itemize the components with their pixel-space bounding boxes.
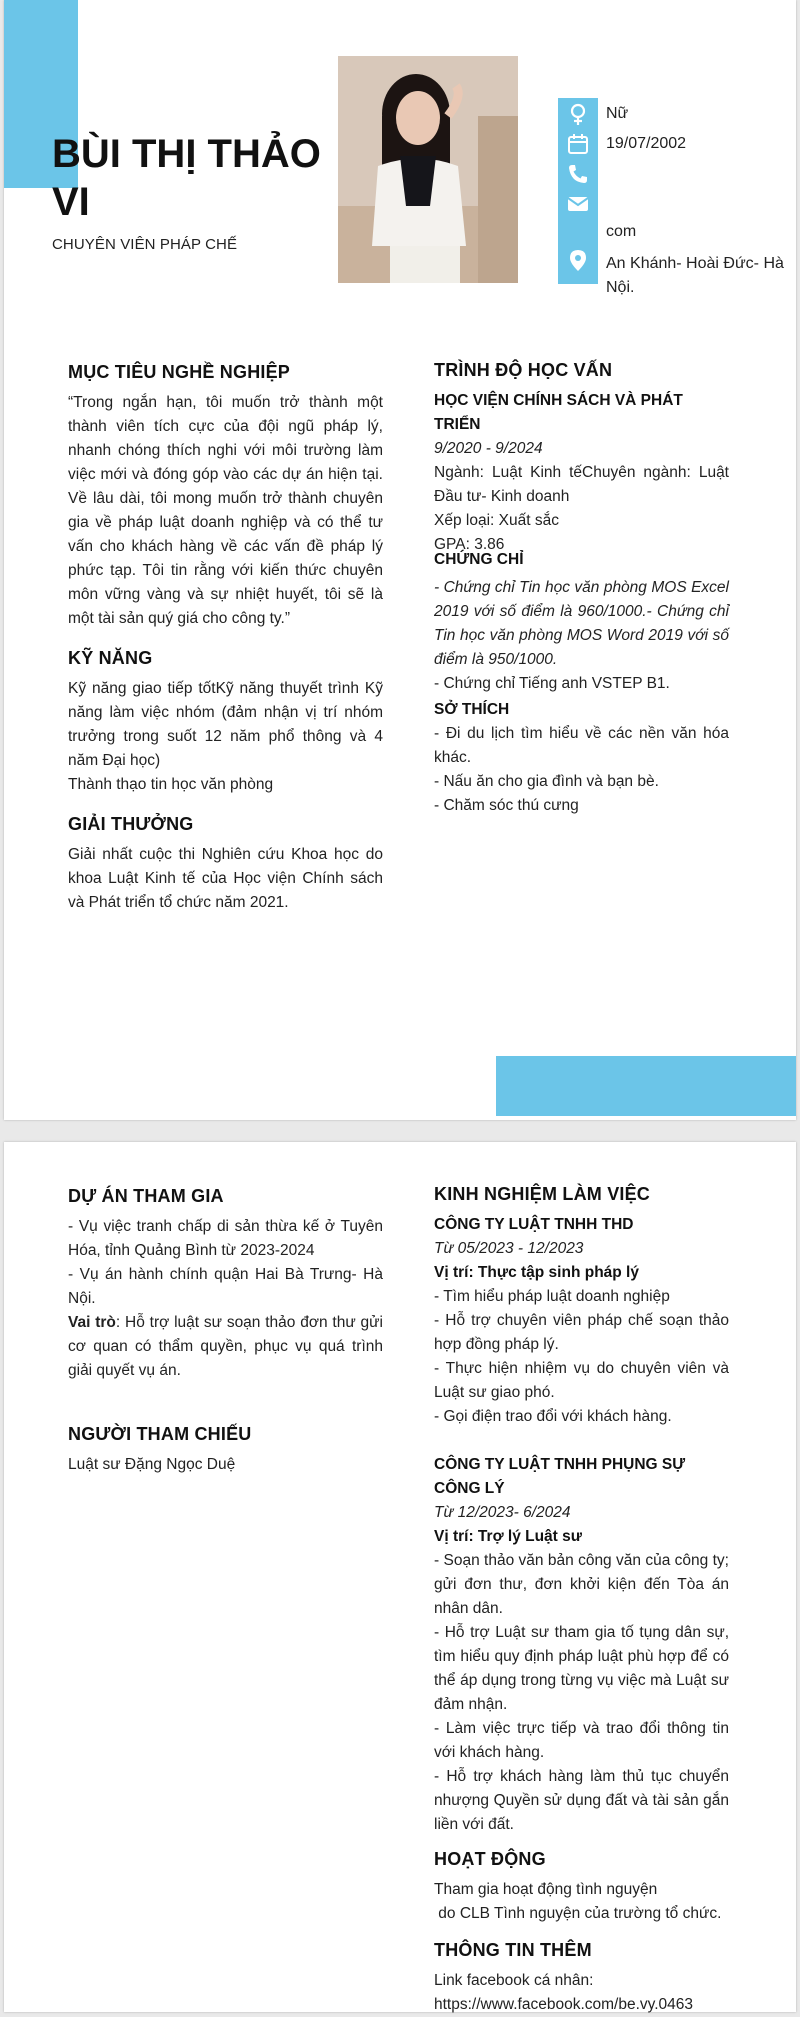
skills-title: KỸ NĂNG xyxy=(68,648,153,668)
project-role xyxy=(68,1311,383,1383)
hobbies-title: SỞ THÍCH xyxy=(434,701,510,718)
cv-page-2 xyxy=(4,1142,796,2012)
certificates-title: CHỨNG CHỈ xyxy=(434,551,524,568)
contact-dob: 19/07/2002 xyxy=(606,135,687,152)
phone-icon xyxy=(566,162,590,186)
education-rank: Xếp loại: Xuất sắc xyxy=(434,512,559,529)
objective-section xyxy=(68,362,383,631)
skill-item: Kỹ năng giao tiếp tốtKỹ năng thuyết trình Kỹ năng làm việc nhóm (đảm nhận vị trí nhóm trưởng trong suốt 12 năm phổ thông và 4 năm Đại học) xyxy=(68,680,383,769)
education-period: 9/2020 - 9/2024 xyxy=(434,440,543,457)
contact-address: An Khánh- Hoài Đức- Hà Nội. xyxy=(606,255,784,296)
objective-text: “Trong ngắn hạn, tôi muốn trở thành một thành viên tích cực của đội ngũ pháp lý, nhanh chóng thích nghi với môi trường làm việc mới và đóng góp vào các dự án hiện tại. Về lâu dài, tôi mong muốn trở thành chuyên gia về pháp luật doanh nghiệp và có thể tư vấn cho khách hàng về các vấn đề pháp lý phức tạp. Tôi tin rằng với kiến thức chuyên môn vững vàng và sự nhiệt huyết, tôi sẽ là một tài sản quý giá cho công ty.” xyxy=(68,394,383,627)
job-position: Vị trí: Trợ lý Luật sư xyxy=(434,1528,582,1545)
more-info-title: THÔNG TIN THÊM xyxy=(434,1940,592,1960)
job-title: CHUYÊN VIÊN PHÁP CHẾ xyxy=(52,236,238,253)
job-task: - Thực hiện nhiệm vụ do chuyên viên và Luật sư giao phó. xyxy=(434,1360,729,1401)
job-task: - Hỗ trợ Luật sư tham gia tố tụng dân sự, tìm hiểu quy định pháp luật phù hợp để có thể áp dụng trong từng vụ việc mà Luật sư đảm nhận. xyxy=(434,1624,729,1713)
certificates-mos: - Chứng chỉ Tin học văn phòng MOS Excel 2019 với số điểm là 960/1000.- Chứng chỉ Tin học văn phòng MOS Word 2019 với số điểm là 950/1000. xyxy=(434,579,729,668)
project-item: - Vụ việc tranh chấp di sản thừa kế ở Tuyên Hóa, tỉnh Quảng Bình từ 2023-2024 xyxy=(68,1218,383,1259)
job-period: Từ 05/2023 - 12/2023 xyxy=(434,1240,584,1257)
references-title: NGƯỜI THAM CHIẾU xyxy=(68,1424,252,1444)
activities-title: HOẠT ĐỘNG xyxy=(434,1849,546,1869)
reference-name: Luật sư Đặng Ngọc Duệ xyxy=(68,1456,236,1473)
objective-title: MỤC TIÊU NGHỀ NGHIỆP xyxy=(68,362,291,382)
certificates-english: - Chứng chỉ Tiếng anh VSTEP B1. xyxy=(434,675,670,692)
calendar-icon xyxy=(566,132,590,156)
job-task: - Soạn thảo văn bản công văn của công ty; gửi đơn thư, đơn khởi kiện đến Tòa án nhân dân. xyxy=(434,1552,729,1617)
job-task: - Hỗ trợ khách hàng làm thủ tục chuyển nhượng Quyền sử dụng đất và tài sản gắn liền với đất. xyxy=(434,1768,729,1833)
job-task: - Làm việc trực tiếp và trao đổi thông tin với khách hàng. xyxy=(434,1720,729,1761)
project-role-label: Vai trò xyxy=(68,1314,116,1331)
facebook-label: Link facebook cá nhân: xyxy=(434,1972,594,1989)
location-icon xyxy=(566,248,590,272)
job-period: Từ 12/2023- 6/2024 xyxy=(434,1504,571,1521)
education-title: TRÌNH ĐỘ HỌC VẤN xyxy=(434,360,613,380)
certificates-section xyxy=(434,548,729,818)
job-position: Vị trí: Thực tập sinh pháp lý xyxy=(434,1264,639,1281)
experience-title: KINH NGHIỆM LÀM VIỆC xyxy=(434,1184,651,1204)
project-role-text: : Hỗ trợ luật sư soạn thảo đơn thư gửi cơ quan có thẩm quyền, phục vụ quá trình giải quyết vụ án. xyxy=(68,1314,383,1379)
hobby-item: - Nấu ăn cho gia đình và bạn bè. xyxy=(434,773,659,790)
projects-title: DỰ ÁN THAM GIA xyxy=(68,1186,224,1206)
skills-section xyxy=(68,648,383,797)
contact-email: com xyxy=(606,223,637,240)
hobby-item: - Chăm sóc thú cưng xyxy=(434,797,579,814)
job-task: - Hỗ trợ chuyên viên pháp chế soạn thảo hợp đồng pháp lý. xyxy=(434,1312,729,1353)
projects-section xyxy=(68,1186,383,1383)
contact-icon-bar xyxy=(558,98,598,284)
hobby-item: - Đi du lịch tìm hiểu về các nền văn hóa khác. xyxy=(434,725,729,766)
education-gpa: GPA: 3.86 xyxy=(434,536,505,553)
gender-icon xyxy=(566,102,590,126)
profile-photo xyxy=(338,56,518,283)
awards-title: GIẢI THƯỞNG xyxy=(68,814,194,834)
email-icon xyxy=(566,192,590,216)
cv-page-1 xyxy=(4,0,796,1120)
project-item: - Vụ án hành chính quận Hai Bà Trưng- Hà Nội. xyxy=(68,1266,383,1307)
facebook-link[interactable]: https://www.facebook.com/be.vy.0463 xyxy=(434,1996,694,2013)
awards-text: Giải nhất cuộc thi Nghiên cứu Khoa học do khoa Luật Kinh tế của Học viện Chính sách và Phát triển tổ chức năm 2021. xyxy=(68,846,383,911)
job-company: CÔNG TY LUẬT TNHH THD xyxy=(434,1216,634,1233)
activity-line: Tham gia hoạt động tình nguyện xyxy=(434,1881,658,1898)
awards-section xyxy=(68,814,383,915)
school-name: HỌC VIỆN CHÍNH SÁCH VÀ PHÁT TRIỂN xyxy=(434,392,683,433)
contact-gender: Nữ xyxy=(606,105,629,122)
education-major: Ngành: Luật Kinh tếChuyên ngành: Luật Đầu tư- Kinh doanh xyxy=(434,464,729,505)
job-task: - Gọi điện trao đổi với khách hàng. xyxy=(434,1408,672,1425)
candidate-name: BÙI THỊ THẢO VI xyxy=(52,132,321,224)
accent-block-bottom xyxy=(496,1056,796,1116)
references-section xyxy=(68,1424,383,1477)
skill-item: Thành thạo tin học văn phòng xyxy=(68,776,274,793)
job-company: CÔNG TY LUẬT TNHH PHỤNG SỰ CÔNG LÝ xyxy=(434,1456,686,1497)
activity-line: do CLB Tình nguyện của trường tổ chức. xyxy=(434,1905,722,1922)
education-section xyxy=(434,360,729,557)
job-task: - Tìm hiểu pháp luật doanh nghiệp xyxy=(434,1288,670,1305)
experience-section xyxy=(434,1184,729,2017)
